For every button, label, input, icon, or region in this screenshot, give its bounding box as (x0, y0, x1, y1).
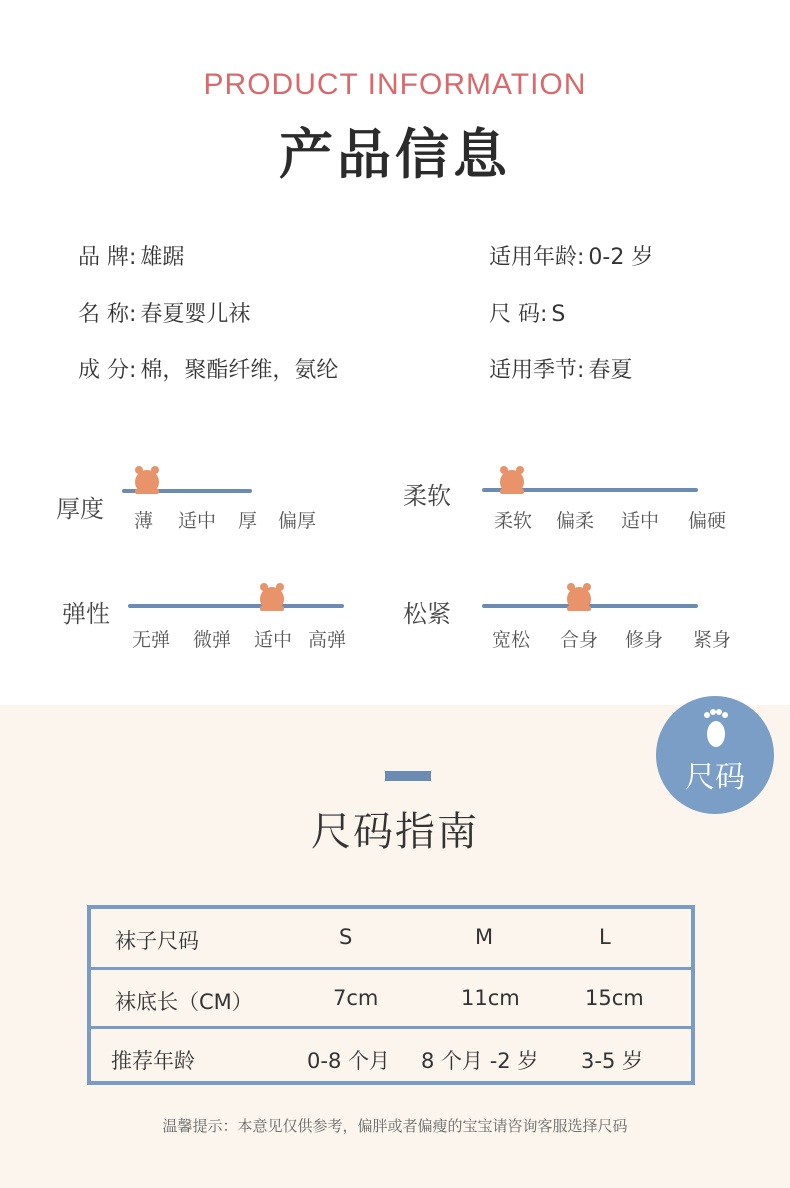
info-size-value: S (551, 302, 566, 327)
thickness-knob-icon (130, 462, 164, 496)
size-guide-note: 温馨提示：本意见仅供参考，偏胖或者偏瘦的宝宝请咨询客服选择尺码 (162, 1117, 628, 1135)
info-season-value: 春夏 (588, 358, 633, 383)
elasticity-track (128, 604, 344, 608)
elasticity-option-0: 无弹 (132, 629, 171, 651)
thickness-option-2: 厚 (238, 510, 258, 532)
elasticity-option-2: 适中 (254, 629, 293, 651)
table-cell: 7cm (333, 986, 379, 1010)
title-dash (385, 771, 431, 781)
fit-option-3: 紧身 (693, 629, 732, 651)
footprint-icon (700, 706, 732, 748)
softness-knob-icon (495, 462, 529, 496)
table-row (91, 1026, 691, 1087)
fit-option-1: 合身 (560, 629, 599, 651)
softness-option-0: 柔软 (494, 510, 533, 532)
thickness-label: 厚度 (56, 495, 104, 523)
info-season (489, 353, 632, 384)
table-cell: 11cm (461, 986, 520, 1010)
size-guide-title: 尺码指南 (311, 809, 479, 855)
info-name (78, 297, 250, 328)
info-material-value: 棉，聚酯纤维，氨纶 (140, 358, 339, 383)
info-age (489, 240, 653, 271)
elasticity-option-3: 高弹 (308, 629, 347, 651)
softness-option-2: 适中 (621, 510, 660, 532)
softness-label: 柔软 (403, 482, 451, 510)
table-cell: M (475, 925, 494, 949)
softness-option-1: 偏柔 (556, 510, 595, 532)
section-subtitle: PRODUCT INFORMATION (203, 68, 587, 101)
table-cell: 8 个月 -2 岁 (421, 1049, 539, 1073)
info-brand (78, 240, 184, 271)
fit-knob-icon (562, 579, 596, 613)
table-row (91, 967, 691, 1028)
info-age-key: 适用年龄: (489, 245, 585, 270)
thickness-option-0: 薄 (134, 510, 154, 532)
thickness-option-3: 偏厚 (278, 510, 317, 532)
info-name-value: 春夏婴儿袜 (140, 302, 251, 327)
info-material (78, 353, 338, 384)
size-badge-label: 尺码 (685, 760, 745, 795)
table-cell: L (599, 925, 611, 949)
fit-label: 松紧 (403, 600, 451, 628)
table-cell-label: 推荐年龄 (111, 1049, 195, 1073)
elasticity-option-1: 微弹 (193, 629, 232, 651)
table-cell: 15cm (585, 986, 644, 1010)
info-size-key: 尺 码: (489, 302, 548, 327)
size-table (87, 905, 695, 1085)
softness-option-3: 偏硬 (688, 510, 727, 532)
table-cell: 0-8 个月 (307, 1049, 390, 1073)
table-cell: 3-5 岁 (581, 1049, 643, 1073)
info-brand-key: 品 牌: (78, 245, 137, 270)
fit-option-0: 宽松 (492, 629, 531, 651)
fit-option-2: 修身 (625, 629, 664, 651)
thickness-option-1: 适中 (178, 510, 217, 532)
info-brand-value: 雄踞 (140, 245, 185, 270)
elasticity-knob-icon (255, 579, 289, 613)
info-size (489, 297, 565, 328)
info-age-value: 0-2 岁 (588, 245, 654, 270)
elasticity-label: 弹性 (62, 600, 110, 628)
info-season-key: 适用季节: (489, 358, 585, 383)
table-cell-label: 袜子尺码 (115, 929, 199, 953)
info-material-key: 成 分: (78, 358, 137, 383)
info-name-key: 名 称: (78, 302, 137, 327)
page-title: 产品信息 (279, 123, 511, 186)
table-cell-label: 袜底长（CM） (115, 990, 253, 1014)
table-cell: S (339, 925, 353, 949)
table-row (91, 909, 691, 967)
